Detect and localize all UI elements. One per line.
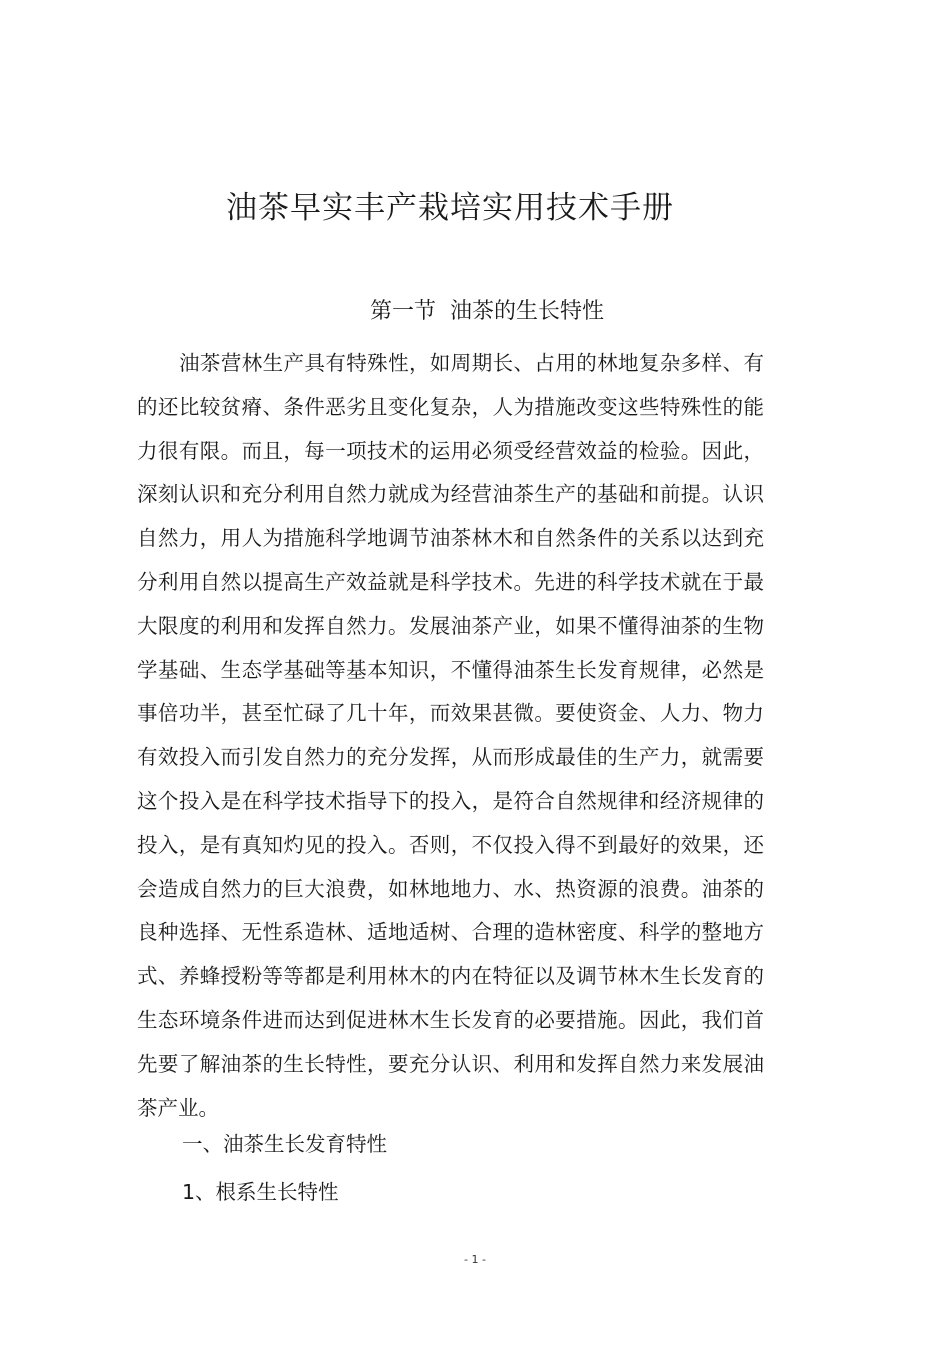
document-title: 油茶早实丰产栽培实用技术手册	[226, 190, 674, 226]
subsection-heading: 一、油茶生长发育特性	[182, 1132, 387, 1156]
body-paragraph: 油茶营林生产具有特殊性，如周期长、占用的林地复杂多样、有的还比较贫瘠、条件恶劣且变化复杂，人为措施改变这些特殊性的能力很有限。而且，每一项技术的运用必须受经营效益的检验。因此，深刻认识和充分利用自然力就成为经营油茶生产的基础和前提。认识自然力，用人为措施科学地调节油茶林木和自然条件的关系以达到充分利用自然以提高生产效益就是科学技术。先进的科学技术就在于最大限度的利用和发挥自然力。发展油茶产业，如果不懂得油茶的生物学基础、生态学基础等基本知识，不懂得油茶生长发育规律，必然是事倍功半，甚至忙碌了几十年，而效果甚微。要使资金、人力、物力有效投入而引发自然力的充分发挥，从而形成最佳的生产力，就需要这个投入是在科学技术指导下的投入，是符合自然规律和经济规律的投入，是有真知灼见的投入。否则，不仅投入得不到最好的效果，还会造成自然力的巨大浪费，如林地地力、水、热资源的浪费。油茶的良种选择、无性系造林、适地适树、合理的造林密度、科学的整地方式、养蜂授粉等等都是利用林木的内在特征以及调节林木生长发育的生态环境条件进而达到促进林木生长发育的必要措施。因此，我们首先要了解油茶的生长特性，要充分认识、利用和发挥自然力来发展油茶产业。	[137, 351, 764, 1120]
page-number: - 1 -	[464, 1253, 486, 1266]
section-title: 第一节 油茶的生长特性	[370, 299, 604, 324]
sub-subsection-heading: 1、根系生长特性	[182, 1180, 339, 1204]
